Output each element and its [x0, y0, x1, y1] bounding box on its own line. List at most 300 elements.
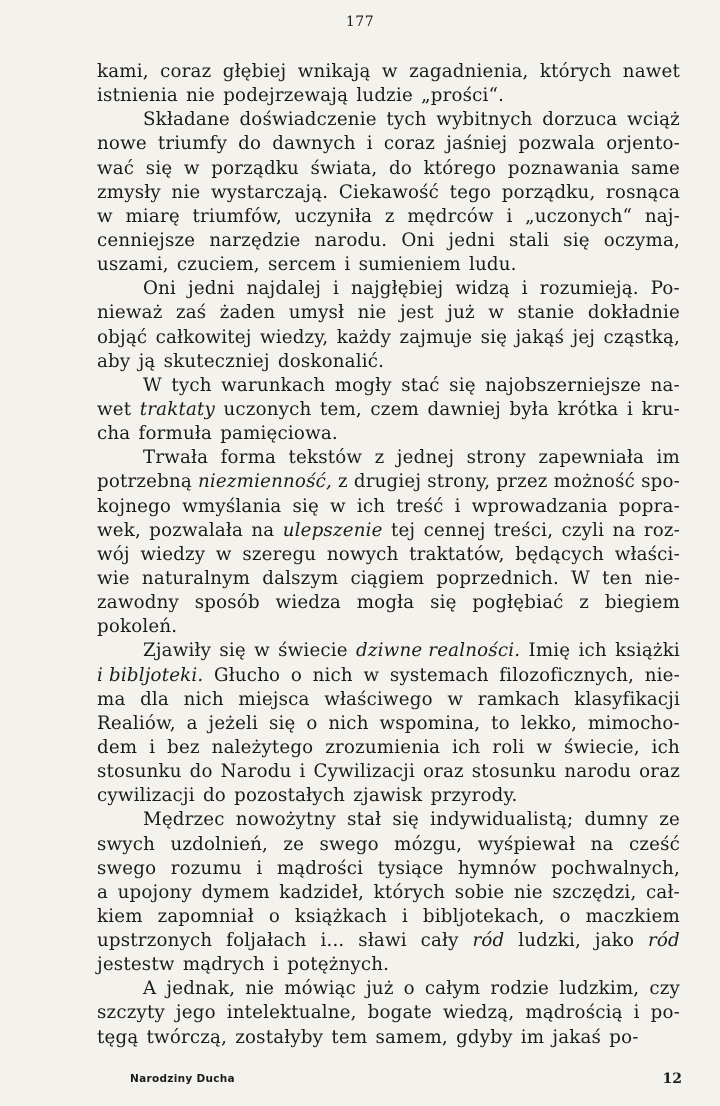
word: do — [389, 157, 412, 179]
word: bez — [167, 736, 200, 758]
word: wiedza — [275, 592, 341, 614]
word: miarę — [125, 205, 180, 227]
word: szczyty — [97, 1002, 165, 1024]
word: się — [268, 712, 296, 734]
word: pozwala — [518, 133, 596, 155]
word: W — [143, 374, 162, 396]
italic-word: ród — [648, 930, 680, 952]
word: a — [97, 881, 109, 903]
word: porządku — [211, 157, 299, 179]
word: Zjawiły — [143, 640, 212, 662]
word: nie- — [644, 664, 680, 686]
word: zaś — [175, 302, 207, 324]
word: cały — [420, 930, 459, 952]
word: Oni — [401, 229, 435, 251]
word: hymnów — [458, 857, 537, 879]
text-line — [97, 639, 680, 663]
word: nie — [186, 85, 216, 107]
word: uszami, — [97, 254, 169, 276]
word: ich — [356, 495, 386, 517]
printer-signature: Narodziny Ducha — [130, 1073, 235, 1085]
word: będących — [515, 543, 605, 565]
word: czuciem, — [176, 254, 260, 276]
word: im — [656, 447, 680, 469]
word: poznawania — [507, 157, 620, 179]
word: żaden — [219, 302, 276, 324]
text-line — [97, 398, 680, 422]
word: Ciekawość — [338, 181, 440, 203]
word: zostałyby — [235, 1026, 324, 1048]
word: nowe — [97, 133, 147, 155]
word: nie- — [644, 567, 680, 589]
word: wciąż — [626, 109, 680, 131]
word: i — [149, 736, 156, 758]
word: dumny — [584, 809, 649, 831]
word: najgłębiej — [350, 278, 444, 300]
word: wek, — [97, 519, 141, 541]
text-line — [97, 905, 680, 929]
word: sumieniem — [358, 254, 461, 276]
word: mózgu, — [394, 833, 463, 855]
word: lekko, — [520, 712, 578, 734]
word: wiedzą, — [442, 1002, 515, 1024]
word: w — [330, 495, 346, 517]
word: i — [273, 954, 280, 976]
word: nieważ — [97, 302, 163, 324]
word: strony, — [427, 471, 491, 493]
word: mówiąc — [284, 978, 357, 1000]
word: tego — [449, 181, 492, 203]
word: rodzie — [490, 978, 550, 1000]
word: z — [374, 447, 385, 469]
word: właściwego — [324, 688, 433, 710]
page-number: 177 — [345, 14, 375, 30]
text-line — [97, 422, 680, 446]
word: filozoficznych, — [499, 664, 635, 686]
word: w — [536, 736, 553, 758]
word: cząstką, — [603, 326, 680, 348]
word: strony — [466, 447, 527, 469]
word: i — [633, 1002, 640, 1024]
word: jednej — [396, 447, 455, 469]
word: szeregu — [242, 543, 317, 565]
word: o — [290, 664, 302, 686]
word: wie — [97, 567, 130, 589]
word: indywidualistą; — [430, 809, 574, 831]
word: stosunku — [97, 761, 182, 783]
word: tych — [171, 374, 212, 396]
word: nich — [328, 712, 369, 734]
word: kami, — [97, 61, 149, 82]
word: cha — [97, 423, 131, 445]
word: pozwalała — [149, 519, 244, 541]
word: właści- — [614, 543, 680, 565]
word: oraz — [422, 761, 464, 783]
word: o — [403, 978, 415, 1000]
text-line — [97, 229, 680, 253]
word: treści, — [493, 519, 554, 541]
italic-word: i bibljoteki. — [97, 664, 204, 686]
word: szczędzi, — [552, 881, 637, 903]
word: świecie — [278, 640, 348, 662]
word: nich — [183, 688, 224, 710]
text-line — [97, 108, 680, 132]
word: sławi — [358, 930, 407, 952]
word: Imię — [528, 640, 571, 662]
word: świata, — [310, 157, 378, 179]
word: naj- — [644, 205, 680, 227]
word: się — [563, 229, 590, 251]
text-line — [97, 495, 680, 519]
word: książki — [615, 640, 680, 662]
word: się — [145, 157, 173, 179]
word: orjento- — [606, 133, 680, 155]
word: wyśpiewał — [477, 833, 576, 855]
word: którego — [423, 157, 497, 179]
word: jako — [594, 930, 635, 952]
word: „prości“. — [421, 85, 505, 107]
word: wnikają — [297, 61, 371, 82]
text-line — [97, 301, 680, 325]
word: jedni — [188, 278, 235, 300]
word: nawet — [622, 61, 680, 82]
word: swych — [97, 833, 156, 855]
word: Realiów, — [97, 712, 176, 734]
italic-word: ród — [472, 930, 505, 952]
word: upstrzonych — [97, 930, 213, 952]
word: najdalej — [246, 278, 322, 300]
text-line — [97, 543, 680, 567]
word: podejrzewają — [223, 85, 349, 107]
word: mądrości — [276, 857, 364, 879]
word: jakaś — [552, 1026, 602, 1048]
word: a — [186, 712, 198, 734]
word: W — [571, 567, 590, 589]
text-line — [97, 736, 680, 760]
text-line — [97, 350, 680, 374]
word: wiedzy, — [259, 326, 329, 348]
word: wspomina, — [379, 712, 481, 734]
word: których — [373, 881, 446, 903]
word: triumfy — [157, 133, 228, 155]
word: czem — [370, 398, 419, 420]
word: z — [338, 471, 348, 493]
word: coraz — [383, 133, 436, 155]
italic-word: dziwne realności. — [356, 640, 521, 662]
word: cenniejsze — [97, 229, 196, 251]
text-line — [97, 132, 680, 156]
word: jej — [572, 326, 596, 348]
word: Trwała — [143, 447, 209, 469]
word: się — [392, 809, 419, 831]
word: nie — [513, 881, 543, 903]
word: wet — [97, 398, 132, 420]
word: same — [631, 157, 680, 179]
word: i — [401, 905, 408, 927]
word: formuła — [138, 423, 213, 445]
word: o — [559, 905, 571, 927]
word: popra- — [618, 495, 680, 517]
word: wmyślania — [182, 495, 282, 517]
word: pokoleń. — [97, 616, 178, 638]
word: dorzuca — [542, 109, 618, 131]
word: gdyby — [456, 1026, 513, 1048]
word: całkowitej — [155, 326, 252, 348]
text-line — [97, 784, 680, 808]
word: przyrody. — [430, 785, 518, 807]
word: narodu. — [314, 229, 388, 251]
word: forma — [220, 447, 277, 469]
word: z — [579, 592, 590, 614]
word: w — [447, 688, 464, 710]
text-line — [97, 1001, 680, 1025]
word: twórczą, — [146, 1026, 228, 1048]
word: ich — [578, 640, 607, 662]
word: stali — [509, 229, 550, 251]
word: i — [627, 398, 634, 420]
word: kru- — [641, 398, 680, 420]
word: w — [215, 543, 232, 565]
word: jedni — [448, 229, 495, 251]
word: potężnych. — [287, 954, 390, 976]
word: ją — [138, 350, 156, 372]
text-line — [97, 253, 680, 277]
word: w — [363, 664, 380, 686]
word: jego — [175, 1002, 216, 1024]
word: czy — [649, 978, 680, 1000]
word: każdy — [336, 326, 392, 348]
word: krótka — [557, 398, 619, 420]
word: nie — [357, 302, 387, 324]
word: dawniej — [427, 398, 501, 420]
word: cywilizacji — [97, 785, 195, 807]
word: warunkach — [221, 374, 326, 396]
word: mądrych — [182, 954, 265, 976]
word: coraz — [160, 61, 212, 82]
word: nowych — [326, 543, 399, 565]
word: na — [251, 519, 275, 541]
word: ludzie — [356, 85, 413, 107]
word: systemach — [389, 664, 489, 686]
word: klasyfikacji — [574, 688, 680, 710]
word: książkach — [294, 905, 388, 927]
word: i — [344, 254, 351, 276]
word: tekstów — [288, 447, 363, 469]
word: ludu. — [468, 254, 517, 276]
word: wybitnych — [436, 109, 533, 131]
text-line — [97, 881, 680, 905]
word: ludzkim, — [559, 978, 640, 1000]
word: dawnych — [272, 133, 356, 155]
word: nich — [312, 664, 353, 686]
word: wystarczają. — [210, 181, 329, 203]
word: mogły — [334, 374, 392, 396]
word: porządku, — [501, 181, 596, 203]
word: o — [268, 905, 280, 927]
word: stał — [347, 809, 382, 831]
word: poprzednich. — [436, 567, 559, 589]
word: roz- — [643, 519, 680, 541]
word: zapewniała — [538, 447, 645, 469]
word: zrozumienia — [325, 736, 441, 758]
word: w — [183, 157, 200, 179]
word: się — [449, 374, 476, 396]
word: A — [143, 978, 157, 1000]
text-line — [97, 446, 680, 470]
word: swego — [97, 857, 157, 879]
word: foljałach — [226, 930, 307, 952]
text-line — [97, 688, 680, 712]
text-line — [97, 664, 680, 688]
word: Głucho — [214, 664, 281, 686]
italic-word: niezmienność, — [198, 471, 332, 493]
text-line — [97, 1026, 680, 1050]
word: jaśniej — [446, 133, 508, 155]
word: sobie — [454, 881, 505, 903]
word: naturalnym — [141, 567, 251, 589]
word: drugiej — [353, 471, 422, 493]
word: zajmuje — [399, 326, 473, 348]
word: ludzki, — [518, 930, 582, 952]
text-line — [97, 470, 680, 494]
word: już — [366, 978, 394, 1000]
word: Narodu — [220, 761, 292, 783]
word: pochwalnych, — [551, 857, 680, 879]
word: Mędrzec — [143, 809, 225, 831]
word: po- — [609, 1026, 639, 1048]
text-line — [97, 181, 680, 205]
word: cał- — [646, 881, 680, 903]
word: głębiej — [222, 61, 287, 82]
word: upojony — [117, 881, 192, 903]
text-line — [97, 374, 680, 398]
word: ich — [452, 736, 481, 758]
word: bogate — [367, 1002, 432, 1024]
word: stosunku — [471, 761, 557, 783]
word: dalszym — [262, 567, 339, 589]
word: zawodny — [97, 592, 179, 614]
word: bibljotekach, — [422, 905, 545, 927]
word: stać — [401, 374, 440, 396]
word: do — [238, 133, 262, 155]
word: skuteczniej — [163, 350, 270, 372]
italic-word: traktaty — [139, 398, 215, 420]
word: czyli — [561, 519, 605, 541]
text-line — [97, 591, 680, 615]
word: na — [612, 519, 636, 541]
text-line — [97, 205, 680, 229]
word: dla — [140, 688, 169, 710]
word: kojnego — [97, 495, 172, 517]
word: których — [539, 61, 612, 82]
word: miejsca — [238, 688, 310, 710]
word: tej — [390, 519, 416, 541]
word: jestestw — [97, 954, 175, 976]
word: rosnąca — [606, 181, 680, 203]
word: i — [454, 495, 461, 517]
word: uzdolnień, — [170, 833, 268, 855]
word: spo- — [641, 471, 680, 493]
word: jeżeli — [208, 712, 259, 734]
word: rozumieją. — [539, 278, 639, 300]
word: nie — [245, 978, 275, 1000]
word: dokładnie — [587, 302, 680, 324]
text-line — [97, 567, 680, 591]
text-line — [97, 977, 680, 1001]
text-line — [97, 953, 680, 977]
word: i — [299, 761, 306, 783]
word: narzędzie — [209, 229, 301, 251]
word: ze — [283, 833, 305, 855]
word: jakąś — [515, 326, 565, 348]
word: o — [306, 712, 318, 734]
word: w — [381, 61, 398, 82]
word: doświadczenie — [239, 109, 377, 131]
word: ten — [602, 567, 633, 589]
body-text — [97, 60, 680, 1050]
word: mogła — [356, 592, 415, 614]
word: aby — [97, 350, 131, 372]
word: na — [590, 833, 614, 855]
word: tych — [386, 109, 427, 131]
word: po- — [650, 1002, 680, 1024]
word: im — [520, 1026, 545, 1048]
word: nowożytny — [235, 809, 336, 831]
word: ciągiem — [350, 567, 425, 589]
word: i — [366, 133, 373, 155]
text-line — [97, 760, 680, 784]
word: treść — [396, 495, 444, 517]
word: możność — [553, 471, 636, 493]
word: całym — [424, 978, 481, 1000]
word: pamięciowa. — [220, 423, 338, 445]
word: samem, — [375, 1026, 448, 1048]
word: do — [189, 761, 213, 783]
word: na- — [650, 374, 680, 396]
word: narodu — [564, 761, 632, 783]
word: należytego — [211, 736, 314, 758]
word: zmysły — [97, 181, 161, 203]
word: „uczonych“ — [525, 205, 633, 227]
word: intelektualne, — [226, 1002, 357, 1024]
text-line — [97, 84, 680, 108]
word: pogłębiać — [472, 592, 564, 614]
word: wój — [97, 543, 130, 565]
word: uczyniła — [294, 205, 373, 227]
word: umysł — [288, 302, 345, 324]
word: mędrców — [407, 205, 494, 227]
word: w — [97, 205, 113, 227]
word: rozumu — [170, 857, 242, 879]
word: roli — [492, 736, 525, 758]
word: jednak, — [166, 978, 236, 1000]
text-line — [97, 277, 680, 301]
word: przez — [496, 471, 548, 493]
text-line — [97, 857, 680, 881]
word: triumfów, — [192, 205, 282, 227]
word: dymem — [201, 881, 270, 903]
word: cześć — [628, 833, 680, 855]
word: zjawisk — [353, 785, 423, 807]
word: stanie — [517, 302, 575, 324]
word: już — [447, 302, 475, 324]
word: objąć — [97, 326, 148, 348]
word: oraz — [639, 761, 680, 783]
word: i — [333, 278, 340, 300]
word: najobszerniejsze — [485, 374, 642, 396]
word: wać — [97, 157, 135, 179]
text-line — [97, 833, 680, 857]
